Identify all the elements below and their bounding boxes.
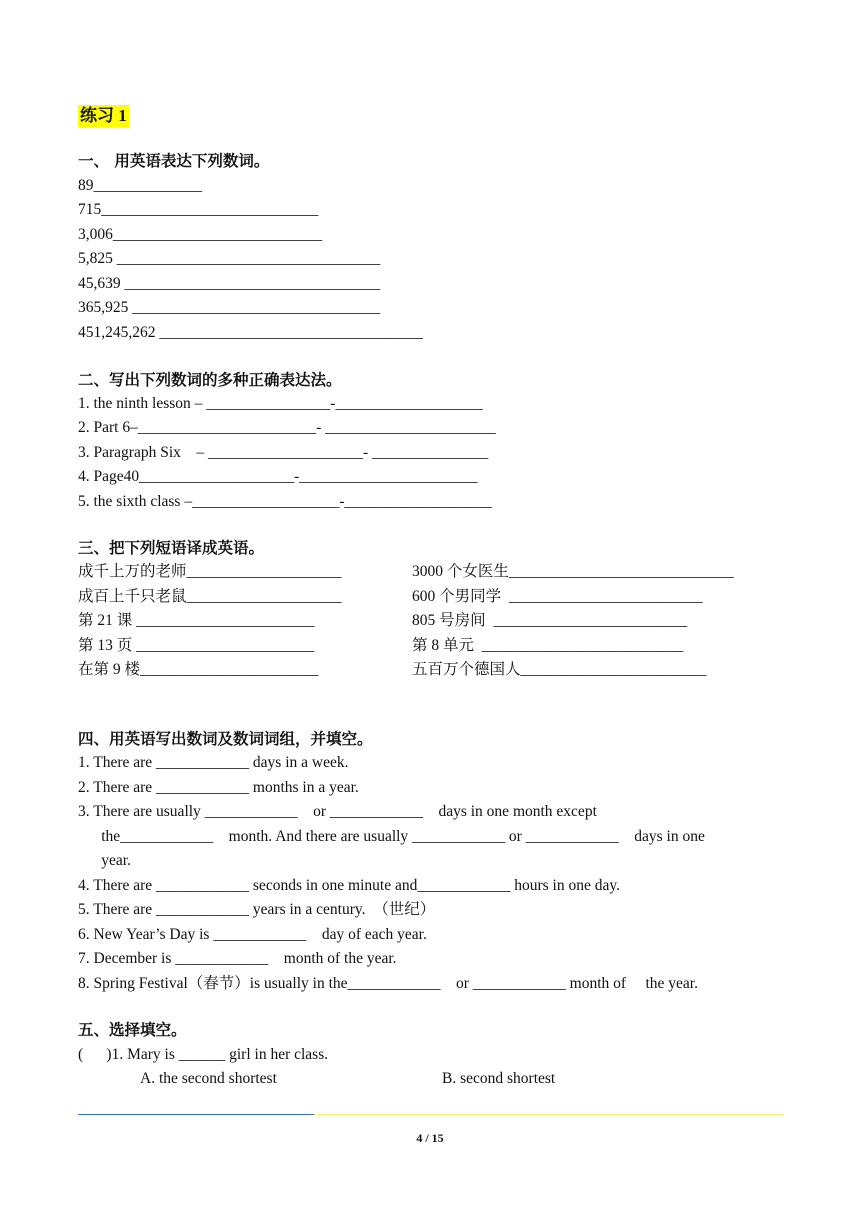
section1-item: 451,245,262 __________________________________ [78,324,423,341]
section3-left-item: 在第 9 楼_______________________ [78,661,319,678]
section4-item: 8. Spring Festival（春节）is usually in the____________ or ____________ month of the year. [78,975,698,992]
footer-rule-left [78,1114,314,1115]
section1-item: 45,639 _________________________________ [78,275,381,292]
section3-right-item: 第 8 单元 __________________________ [412,637,684,654]
section4-item: year. [78,852,131,869]
section2-item: 2. Part 6–_______________________- ______________________ [78,419,496,436]
section3-right-item: 805 号房间 _________________________ [412,612,688,629]
section4-item: 2. There are ____________ months in a year. [78,779,359,796]
section4-heading: 四、用英语写出数词及数词词组，并填空。 [78,730,373,748]
section2-item: 4. Page40____________________-_______________________ [78,468,478,485]
section4-item: 1. There are ____________ days in a week. [78,754,349,771]
section4-item: 7. December is ____________ month of the year. [78,950,397,967]
section1-heading: 一、 用英语表达下列数词。 [78,152,270,170]
section3-left-item: 第 13 页 _______________________ [78,637,315,654]
section2-item: 5. the sixth class –___________________-___________________ [78,493,492,510]
section1-item: 365,925 ________________________________ [78,299,381,316]
page-number: 4 / 15 [416,1131,444,1145]
section3-right-item: 五百万个德国人________________________ [412,661,707,678]
section3-right-item: 3000 个女医生_____________________________ [412,563,734,580]
option-b: B. second shortest [442,1070,556,1087]
question-1: ( )1. Mary is ______ girl in her class. [78,1046,329,1063]
section3-heading: 三、把下列短语译成英语。 [78,539,265,557]
section2-heading: 二、写出下列数词的多种正确表达法。 [78,371,342,389]
section4-item: 5. There are ____________ years in a century. （世纪） [78,901,436,918]
section4-item: 4. There are ____________ seconds in one minute and____________ hours in one day. [78,877,620,894]
section1-item: 89______________ [78,177,202,194]
section3-left-item: 成千上万的老师____________________ [78,563,342,580]
section4-item: the____________ month. And there are usually ____________ or ____________ days in one [78,828,705,845]
section5-heading: 五、选择填空。 [78,1021,187,1039]
section4-item: 3. There are usually ____________ or ____________ days in one month except [78,803,597,820]
section3-left-item: 成百上千只老鼠____________________ [78,588,342,605]
section3-right-item: 600 个男同学 _________________________ [412,588,703,605]
exercise-title: 练习 1 [80,106,127,125]
section4-item: 6. New Year’s Day is ____________ day of each year. [78,926,427,943]
footer-rule-right [314,1114,784,1115]
section1-item: 3,006___________________________ [78,226,323,243]
option-a: A. the second shortest [140,1070,277,1087]
section2-item: 1. the ninth lesson – ________________-___________________ [78,395,483,412]
section1-item: 5,825 __________________________________ [78,250,381,267]
section1-item: 715____________________________ [78,201,319,218]
section3-left-item: 第 21 课 _______________________ [78,612,315,629]
section2-item: 3. Paragraph Six – ____________________- _______________ [78,444,489,461]
